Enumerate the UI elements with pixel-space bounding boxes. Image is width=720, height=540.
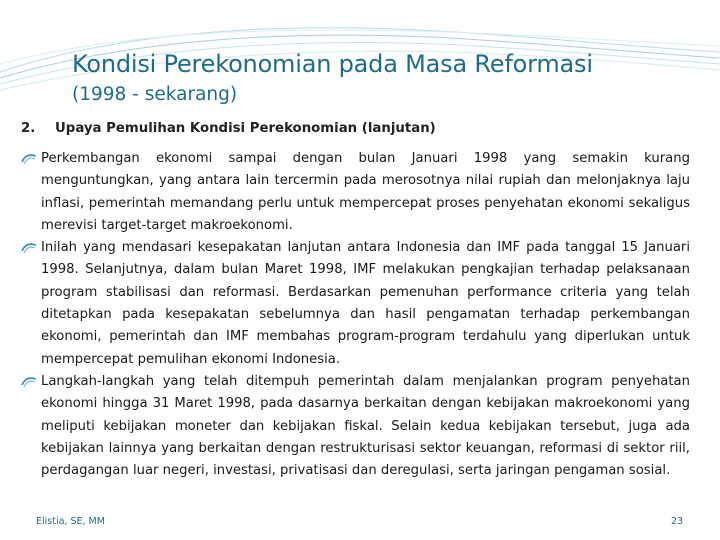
swoosh-bullet-icon — [21, 376, 37, 388]
bullet-item — [21, 148, 690, 237]
bullet-item — [21, 237, 690, 371]
footer-author: Elistia, SE, MM — [36, 516, 105, 527]
bullet-text: Inilah yang mendasari kesepakatan lanjutan antara Indonesia dan IMF pada tanggal 15 Januari 1998. Selanjutnya, dalam bulan Maret 1998, IMF melakukan pengkajian terhadap pelaksanaan program stabilisasi dan reformasi. Berdasarkan pemenuhan performance criteria yang telah ditetapkan pada kesepakatan sebelumnya dan hasil pengamatan terhadap perkembangan ekonomi, pemerintah dan IMF membahas program-program terdahulu yang diperlukan untuk mempercepat pemulihan ekonomi Indonesia. — [41, 240, 690, 367]
section-heading — [21, 121, 436, 136]
bullet-list — [21, 148, 690, 482]
section-title: Upaya Pemulihan Kondisi Perekonomian (lanjutan) — [55, 121, 436, 136]
slide-title: Kondisi Perekonomian pada Masa Reformasi — [72, 50, 593, 78]
bullet-text: Langkah-langkah yang telah ditempuh pemerintah dalam menjalankan program penyehatan ekonomi hingga 31 Maret 1998, pada dasarnya berkaitan dengan kebijakan makroekonomi yang meliputi kebijakan moneter dan kebijakan fiskal. Selain kedua kebijakan tersebut, juga ada kebijakan lainnya yang berkaitan dengan restrukturisasi sektor keuangan, reformasi di sektor riil, perdagangan luar negeri, investasi, privatisasi dan deregulasi, serta jaringan pengaman sosial. — [41, 373, 690, 479]
page-number: 23 — [671, 516, 684, 527]
swoosh-bullet-icon — [21, 242, 37, 254]
slide-subtitle: (1998 - sekarang) — [72, 84, 238, 105]
swoosh-bullet-icon — [21, 153, 37, 165]
bullet-item — [21, 371, 690, 482]
section-number: 2. — [21, 121, 36, 136]
bullet-text: Perkembangan ekonomi sampai dengan bulan Januari 1998 yang semakin kurang menguntungkan, yang antara lain tercermin pada merosotnya nilai rupiah dan melonjaknya laju inflasi, pemerintah memandang perlu untuk mempercepat proses penyehatan ekonomi sekaligus merevisi target-target makroekonomi. — [41, 151, 690, 233]
